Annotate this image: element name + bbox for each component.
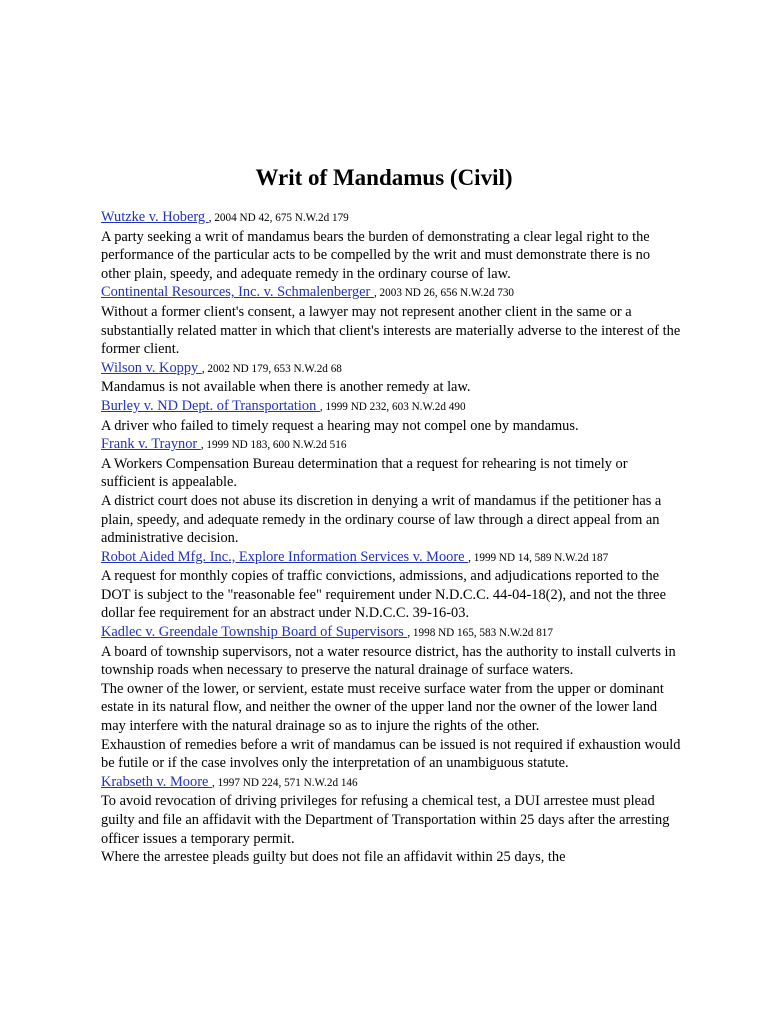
case-holding: Where the arrestee pleads guilty but does not file an affidavit within 25 days, the	[101, 849, 566, 866]
case-holding: Mandamus is not available when there is another remedy at law.	[101, 379, 471, 396]
case-holding: The owner of the lower, or servient, estate must receive surface water from the upper or dominant estate in its natural flow, and neither the owner of the upper land nor the owner of the lower land may interfere with the natural drainage so as to injure the rights of the other.	[101, 680, 664, 735]
case-holding: A party seeking a writ of mandamus bears the burden of demonstrating a clear legal right to the performance of the particular acts to be compelled by the writ and must demonstrate there is no other plain, speedy, and adequate remedy in the ordinary course of law.	[101, 228, 651, 282]
case-holding: A district court does not abuse its discretion in denying a writ of mandamus if the petitioner has a plain, speedy, and adequate remedy in the ordinary course of law through a direct appeal from an administrative decision.	[101, 492, 662, 547]
case-holding: A board of township supervisors, not a water resource district, has the authority to install culverts in township roads when necessary to preserve the natural drainage of surface waters.	[101, 643, 676, 679]
case-entry	[101, 359, 681, 397]
case-name-link[interactable]: Frank v. Traynor	[101, 436, 201, 453]
case-entry	[101, 283, 681, 358]
case-citation: , 1999 ND 14, 589 N.W.2d 187	[468, 551, 609, 564]
case-citation-line	[101, 359, 681, 379]
case-name-link[interactable]: Kadlec v. Greendale Township Board of Supervisors	[101, 624, 408, 641]
case-citation-line	[101, 208, 681, 228]
case-citation-line	[101, 435, 681, 455]
case-citation-line	[101, 283, 681, 303]
case-citation-line	[101, 623, 681, 643]
case-holding: Without a former client's consent, a lawyer may not represent another client in the same or a substantially related matter in which that client's interests are materially adverse to the interest of the former client.	[101, 303, 681, 358]
case-citation: , 1997 ND 224, 571 N.W.2d 146	[211, 776, 358, 789]
case-citation: , 1999 ND 183, 600 N.W.2d 516	[200, 439, 347, 452]
case-entry	[101, 773, 681, 867]
case-name-link[interactable]: Burley v. ND Dept. of Transportation	[101, 397, 320, 414]
case-holding: A Workers Compensation Bureau determination that a request for rehearing is not timely or sufficient is appealable.	[101, 455, 628, 491]
case-name-link[interactable]: Continental Resources, Inc. v. Schmalenberger	[101, 284, 374, 301]
case-citation: , 2004 ND 42, 675 N.W.2d 179	[208, 212, 349, 224]
case-holding: To avoid revocation of driving privileges for refusing a chemical test, a DUI arrestee must plead guilty and file an affidavit with the Department of Transportation within 25 days after the arresting officer issues a temporary permit.	[101, 793, 670, 847]
case-citation: , 1998 ND 165, 583 N.W.2d 817	[407, 627, 553, 640]
case-entry	[101, 435, 681, 548]
case-holding: A driver who failed to timely request a hearing may not compel one by mandamus.	[101, 417, 579, 434]
case-name-link[interactable]: Robot Aided Mfg. Inc., Explore Information Services v. Moore	[101, 548, 469, 565]
case-citation: , 2002 ND 179, 653 N.W.2d 68	[201, 362, 342, 375]
page-title: Writ of Mandamus (Civil)	[255, 165, 513, 190]
case-name-link[interactable]: Wutzke v. Hoberg	[101, 209, 209, 225]
case-citation-line	[101, 773, 681, 793]
case-name-link[interactable]: Wilson v. Koppy	[101, 359, 202, 376]
case-citation-line	[101, 548, 681, 568]
case-entry	[101, 623, 681, 773]
case-entry	[101, 208, 681, 283]
case-name-link[interactable]: Krabseth v. Moore	[101, 773, 212, 790]
case-citation: , 2003 ND 26, 656 N.W.2d 730	[373, 287, 515, 300]
case-list	[101, 208, 681, 867]
case-citation-line	[101, 397, 681, 417]
case-entry	[101, 548, 681, 623]
case-entry	[101, 397, 681, 435]
case-holding: A request for monthly copies of traffic convictions, admissions, and adjudications reported to the DOT is subject to the "reasonable fee" requirement under N.D.C.C. 44-04-18(2), and not the three dollar fee requirement for an abstract under N.D.C.C. 39-16-03.	[101, 568, 666, 622]
case-citation: , 1999 ND 232, 603 N.W.2d 490	[319, 400, 466, 413]
case-holding: Exhaustion of remedies before a writ of mandamus can be issued is not required if exhaustion would be futile or if the case involves only the interpretation of an unambiguous statute.	[101, 736, 681, 772]
